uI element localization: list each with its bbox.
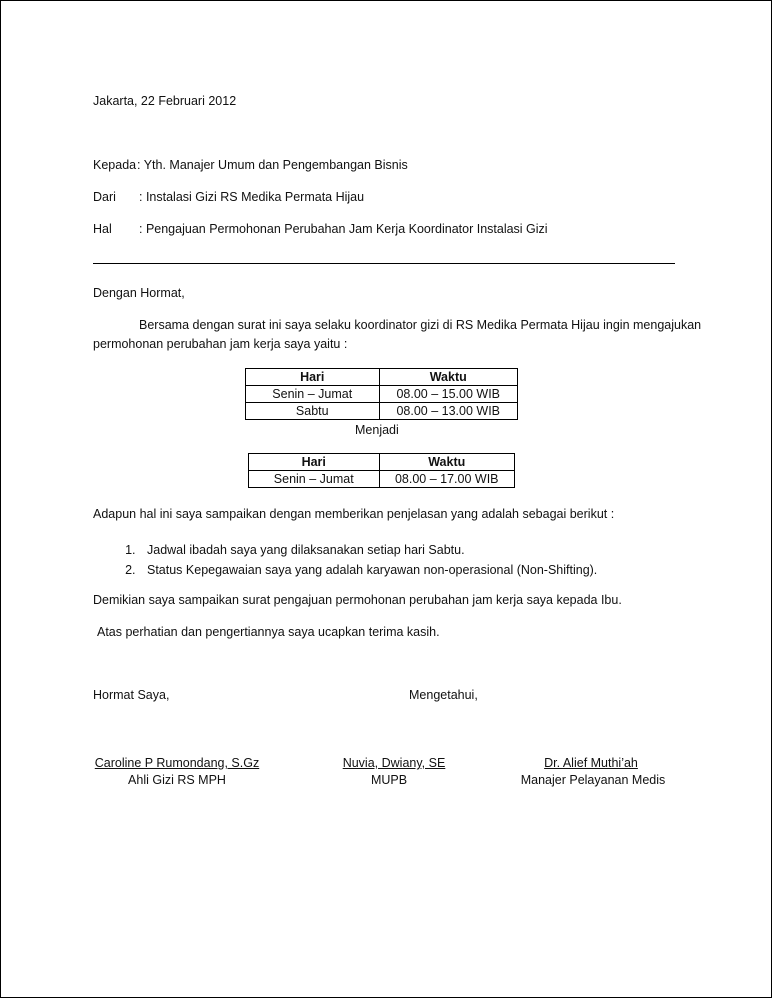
dari-label: Dari [93,190,116,204]
table-row [246,386,518,403]
dari-value: : Instalasi Gizi RS Medika Permata Hijau [139,190,365,204]
cell-hari: Senin – Jumat [249,471,380,488]
salutation: Dengan Hormat, [93,286,185,300]
table-row [246,403,518,420]
list-item: 2. Status Kepegawaian saya yang adalah karyawan non-operasional (Non-Shifting). [139,560,597,580]
cell-waktu: 08.00 – 17.00 WIB [379,471,515,488]
table-row [249,471,515,488]
header-hari: Hari [246,369,380,386]
closing-sentence: Demikian saya sampaikan surat pengajuan permohonan perubahan jam kerja saya kepada Ibu. [93,593,622,607]
table-header-row [246,369,518,386]
intro-line-1: Bersama dengan surat ini saya selaku koordinator gizi di RS Medika Permata Hijau ingin mengajukan [139,318,702,332]
list-item: 1. Jadwal ibadah saya yang dilaksanakan setiap hari Sabtu. [139,540,597,560]
sign-right-label: Mengetahui, [409,688,478,702]
signatory-name-1: Caroline P Rumondang, S.Gz [94,756,260,770]
signatory-title-1: Ahli Gizi RS MPH [128,773,226,787]
cell-hari: Senin – Jumat [246,386,380,403]
header-hari: Hari [249,454,380,471]
cell-waktu: 08.00 – 13.00 WIB [379,403,518,420]
header-waktu: Waktu [379,454,515,471]
cell-hari: Sabtu [246,403,380,420]
sign-left-label: Hormat Saya, [93,688,170,702]
letter-date: Jakarta, 22 Februari 2012 [93,94,237,108]
signatory-name-3: Dr. Alief Muthi’ah [544,756,638,770]
current-schedule-table [245,368,518,420]
hal-label: Hal [93,222,112,236]
table-header-row [249,454,515,471]
header-waktu: Waktu [379,369,518,386]
signatory-title-2: MUPB [370,773,408,787]
signatory-title-3: Manajer Pelayanan Medis [520,773,666,787]
reasons-list [93,540,597,580]
kepada-label: Kepada [93,158,137,172]
intro-line-2: permohonan perubahan jam kerja saya yaitu : [93,337,348,351]
cell-waktu: 08.00 – 15.00 WIB [379,386,518,403]
new-schedule-table [248,453,515,488]
kepada-value: : Yth. Manajer Umum dan Pengembangan Bisnis [137,158,408,172]
signatory-name-2: Nuvia, Dwiany, SE [342,756,446,770]
hal-value: : Pengajuan Permohonan Perubahan Jam Kerja Koordinator Instalasi Gizi [139,222,548,236]
closing-thanks: Atas perhatian dan pengertiannya saya ucapkan terima kasih. [97,625,440,639]
transition-text: Menjadi [355,423,399,437]
header-divider [93,263,675,264]
reason-intro: Adapun hal ini saya sampaikan dengan memberikan penjelasan yang adalah sebagai berikut : [93,507,615,521]
